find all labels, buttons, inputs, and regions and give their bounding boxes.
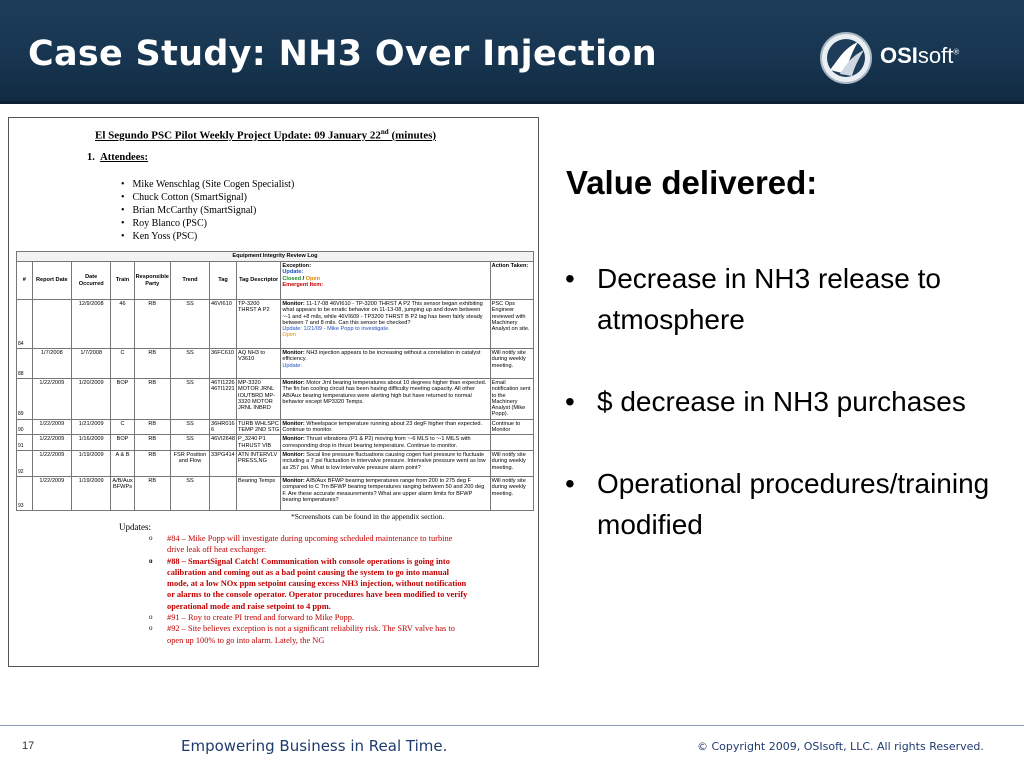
document-snapshot [8, 117, 539, 667]
table-cell: ATN INTERVLV PRESS,NG [237, 450, 281, 476]
table-cell: BOP [111, 379, 134, 420]
table-cell: 89 [17, 379, 33, 420]
action-cell: Email notification sent to the Machinery Analyst (Mike Popp). [490, 379, 533, 420]
value-bullets [563, 258, 1003, 586]
attendees-heading: 1. Attendees: [87, 152, 148, 163]
table-cell: 46 [111, 300, 134, 349]
footer-divider [0, 725, 1024, 726]
screenshots-note: *Screenshots can be found in the appendix section. [291, 512, 445, 521]
osisoft-logo [818, 30, 978, 86]
table-cell: RB [134, 450, 170, 476]
table-cell: 46TI1226 46TI1221 [210, 379, 237, 420]
table-cell: SS [170, 476, 209, 510]
action-cell: Will notify site during weekly meeting. [490, 450, 533, 476]
exception-cell: Monitor: Socal line pressure fluctuations causing cogen fuel pressure to fluctuate including a 7 psi fluctuation in intervalve pressure. Intervalve pressure went as low as 257 psi. What is low intervalve pressure alarm point? [281, 450, 490, 476]
table-cell: RB [134, 349, 170, 379]
page-number: 17 [22, 740, 35, 752]
table-cell: 1/22/2009 [32, 450, 71, 476]
column-header: Report Date [32, 262, 71, 300]
table-cell: C [111, 349, 134, 379]
column-header: Action Taken: [490, 262, 533, 300]
table-cell [210, 476, 237, 510]
exception-cell: Monitor: NH3 injection appears to be increasing without a correlation in catalyst efficiency. Update: [281, 349, 490, 379]
attendees-list [121, 178, 294, 243]
table-cell: Bearing Temps [237, 476, 281, 510]
column-header: Date Occurred [72, 262, 111, 300]
action-cell: Will notify site during weekly meeting. [490, 349, 533, 379]
osisoft-logo-icon [818, 30, 876, 86]
table-cell: 46VI610 [210, 300, 237, 349]
list-item: • Mike Wenschlag (Site Cogen Specialist) [121, 178, 294, 191]
table-cell: RB [134, 300, 170, 349]
table-cell: AQ NH3 to V3610 [237, 349, 281, 379]
list-item: o #92 – Site believes exception is not a significant reliability risk. The SRV valve has to open up 100% to go into alarm. Lately, the NG [149, 623, 469, 646]
column-header: Tag Descriptor [237, 262, 281, 300]
column-header: # [17, 262, 33, 300]
table-cell: RB [134, 419, 170, 435]
table-cell: 46VI2648 [210, 435, 237, 451]
action-cell: Continue to Monitor [490, 419, 533, 435]
table-header-row [17, 262, 534, 300]
table-cell: SS [170, 300, 209, 349]
document-title: El Segundo PSC Pilot Weekly Project Update: 09 January 22nd (minutes) [95, 128, 437, 142]
action-cell: Will notify site during weekly meeting. [490, 476, 533, 510]
table-cell: 1/7/2008 [32, 349, 71, 379]
list-item: • Decrease in NH3 release to atmosphere [563, 258, 1003, 340]
table-cell: 36HR016 6 [211, 420, 235, 434]
action-cell [490, 435, 533, 451]
value-heading: Value delivered: [566, 164, 818, 201]
table-cell: 90 [17, 419, 33, 435]
footer-copyright: © Copyright 2009, OSIsoft, LLC. All rights Reserved. [697, 740, 984, 753]
table-cell: RB [134, 435, 170, 451]
table-cell: BOP [111, 435, 134, 451]
updates-heading: Updates: [119, 522, 151, 532]
list-item: • Ken Yoss (PSC) [121, 230, 294, 243]
table-row [17, 349, 534, 379]
list-item: o #91 – Roy to create PI trend and forward to Mike Popp. [149, 612, 469, 623]
exception-cell: Monitor: Thrust vibrations (P1 & P2) moving from ~-6 MLS to ~-1 MILS with corresponding drop in thrust bearing temperature. Continue to monitor. [281, 435, 490, 451]
table-cell: 1/7/2008 [72, 349, 111, 379]
list-item: • $ decrease in NH3 purchases [563, 381, 1003, 422]
table-row [17, 435, 534, 451]
column-header: Trend [170, 262, 209, 300]
table-cell: 1/22/2009 [32, 476, 71, 510]
table-cell: 1/19/2009 [72, 476, 111, 510]
list-item: • Chuck Cotton (SmartSignal) [121, 191, 294, 204]
table-cell: 92 [17, 450, 33, 476]
table-cell: FSR Position and Flow [170, 450, 209, 476]
table-cell: 1/22/2009 [32, 379, 71, 420]
table-cell: SS [170, 379, 209, 420]
list-item: o #84 – Mike Popp will investigate during upcoming scheduled maintenance to turbine drive leak off heat exchanger. [149, 533, 469, 556]
table-cell: SS [170, 435, 209, 451]
column-header: Responsible Party [134, 262, 170, 300]
column-header: Tag [210, 262, 237, 300]
list-item: • Operational procedures/training modified [563, 463, 1003, 545]
table-row [17, 379, 534, 420]
table-row [17, 476, 534, 510]
action-cell: PSC Ops Engineer reviewed with Machinery Analyst on site. [490, 300, 533, 349]
table-cell: 36FC610 [210, 349, 237, 379]
updates-list [149, 533, 469, 646]
list-item: • Brian McCarthy (SmartSignal) [121, 204, 294, 217]
table-cell: SS [170, 349, 209, 379]
table-cell: 33PG414 [210, 450, 237, 476]
table-row [17, 300, 534, 349]
table-cell: TURB WHLSPC TEMP 2ND STG [238, 420, 280, 434]
table-cell: SS [170, 419, 209, 435]
table-cell: 1/20/2009 [72, 379, 111, 420]
table-cell: C [111, 419, 134, 435]
header-band [0, 0, 1024, 104]
table-cell: 91 [17, 435, 33, 451]
table-cell: 93 [17, 476, 33, 510]
table-cell: MP-3320 MOTOR JRNL IOUTBRD MP-3320 MOTOR JRNL INBRD [237, 379, 281, 420]
table-cell: 1/19/2009 [72, 450, 111, 476]
table-row [17, 450, 534, 476]
equipment-log-table [16, 251, 534, 511]
table-cell: RB [134, 476, 170, 510]
footer-tagline: Empowering Business in Real Time. [181, 737, 448, 755]
table-cell: 84 [17, 300, 33, 349]
table-cell: A & B [111, 450, 134, 476]
table-cell: 1/16/2009 [72, 435, 111, 451]
column-header: Train [111, 262, 134, 300]
table-cell: TP-3200 THRST A P2 [237, 300, 281, 349]
logo-text: OSIsoft® [880, 43, 960, 68]
table-cell: 1/22/2009 [32, 435, 71, 451]
table-caption: Equipment Integrity Review Log [17, 252, 534, 262]
exception-cell: Monitor: 11-17-08 46VI610 - TP-3200 THRST A P2 This sensor began exhibiting what appears to be erratic behavior on 11-13-08, jumping up and down between ~-1 and +8 mils, while 46VI609 - TP3200 THRST B P2 tag has been fairly steady between 7 and 8 mils. Can this sensor be checked? Update: 1/21/09 - Mike Popp to investigate. Open [281, 300, 490, 349]
table-cell: P_3240 P1 THRUST VIB [237, 435, 281, 451]
table-cell [32, 300, 71, 349]
column-header: Exception: Update: Closed / Open Emergent Item: [281, 262, 490, 300]
slide-title: Case Study: NH3 Over Injection [28, 34, 657, 74]
table-cell: 1/21/2009 [72, 419, 111, 435]
list-item: • Roy Blanco (PSC) [121, 217, 294, 230]
table-cell: 1/22/2009 [32, 419, 71, 435]
table-cell: RB [134, 379, 170, 420]
list-item: o #88 – SmartSignal Catch! Communication with console operations is going into calibration and coming out as a bad point causing the system to go into manual mode, at a low NOx ppm setpoint causing excess NH3 injection, without notification or alarms to the console operator. Operator procedures have been modified to verify operational mode and raise setpoint to 4 ppm. [149, 556, 469, 612]
table-cell: 88 [17, 349, 33, 379]
table-cell: 12/9/2008 [72, 300, 111, 349]
exception-cell: Monitor: Wheelspace temperature running about 23 degF higher than expected. Continue to monitor. [281, 419, 490, 435]
exception-cell: Monitor: Motor Jrnl bearing temperatures about 10 degrees higher than expected. The fin fan cooling circuit has been having difficulty meeting capacity. All other AB/Aux bearing temperatures were alerting high but have returned to normal behavior except MP3320 Temps. [281, 379, 490, 420]
exception-cell: Monitor: A/B/Aux BFWP bearing temperatures range from 200 to 275 deg F compared to C Trn BFWP bearing temperatures ranging between 50 and 200 deg F. Are these accurate measurements? What are upper alarm limits for BFWP bearing temperatures? [281, 476, 490, 510]
table-cell: A/B/Aux BFWPs [111, 476, 134, 510]
table-row [17, 419, 534, 435]
